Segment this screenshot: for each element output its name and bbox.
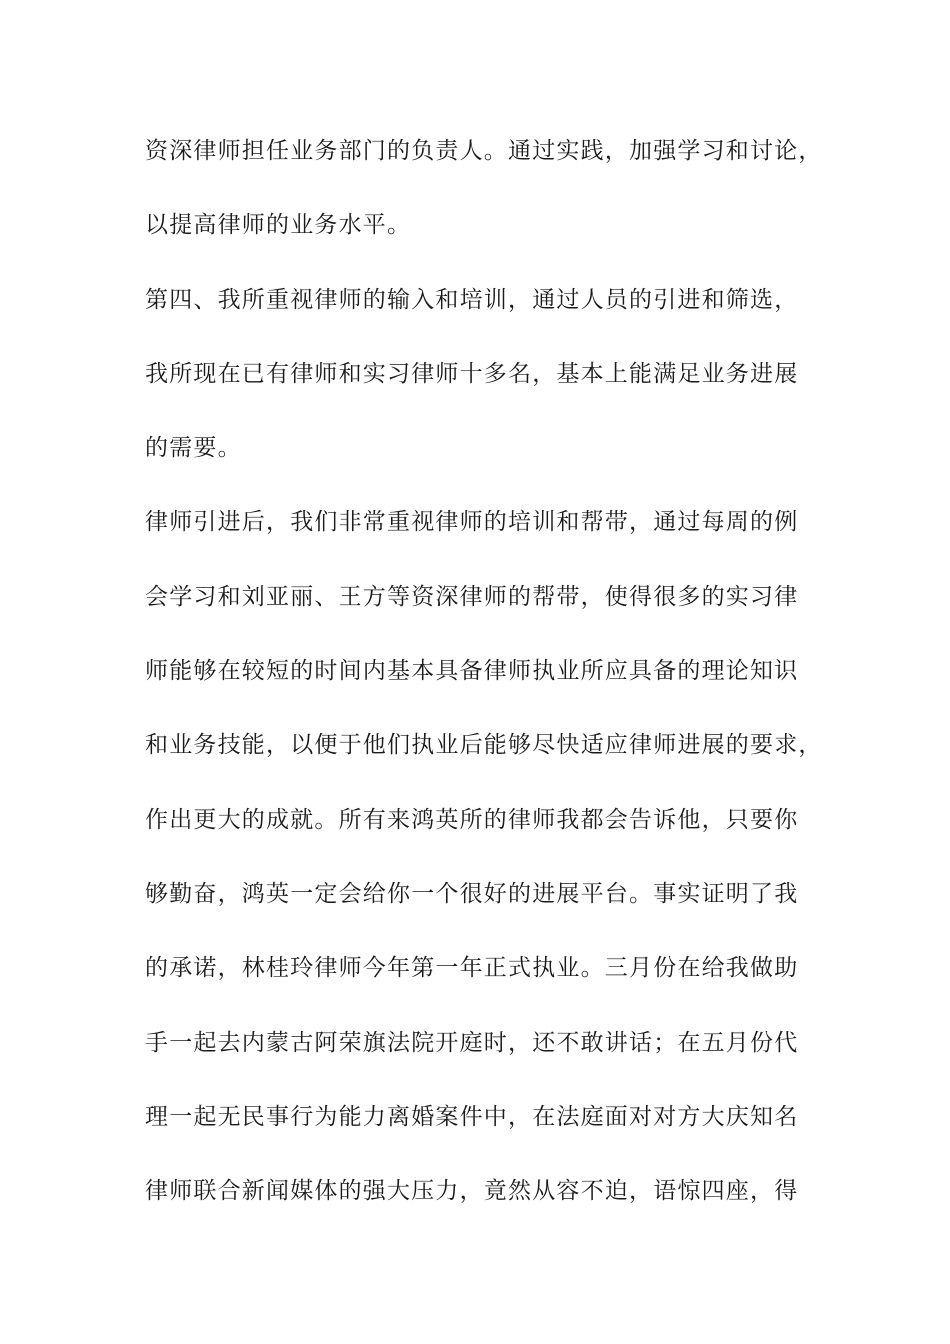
- text-line: 手一起去内蒙古阿荣旗法院开庭时，还不敢讲话；在五月份代: [145, 1029, 799, 1056]
- text-line: 理一起无民事行为能力离婚案件中，在法庭面对对方大庆知名: [145, 1103, 799, 1130]
- text-line: 的需要。: [145, 435, 242, 462]
- text-line: 以提高律师的业务水平。: [145, 212, 412, 239]
- text-line: 我所现在已有律师和实习律师十多名，基本上能满足业务进展: [145, 360, 799, 387]
- text-line: 律师联合新闻媒体的强大压力，竟然从容不迫，语惊四座，得: [145, 1178, 799, 1205]
- document-body: [145, 128, 825, 1242]
- text-line: 和业务技能，以便于他们执业后能够尽快适应律师进展的要求，: [145, 732, 823, 759]
- text-line: 作出更大的成就。所有来鸿英所的律师我都会告诉他，只要你: [145, 806, 799, 833]
- text-line: 律师引进后，我们非常重视律师的培训和帮带，通过每周的例: [145, 509, 799, 536]
- text-line: 师能够在较短的时间内基本具备律师执业所应具备的理论知识: [145, 658, 799, 685]
- text-line: 第四、我所重视律师的输入和培训，通过人员的引进和筛选，: [145, 286, 799, 313]
- text-line: 资深律师担任业务部门的负责人。通过实践，加强学习和讨论，: [145, 138, 823, 164]
- text-line: 够勤奋，鸿英一定会给你一个很好的进展平台。事实证明了我: [145, 880, 799, 907]
- text-line: 会学习和刘亚丽、王方等资深律师的帮带，使得很多的实习律: [145, 583, 799, 610]
- text-line: 的承诺，林桂玲律师今年第一年正式执业。三月份在给我做助: [145, 955, 799, 982]
